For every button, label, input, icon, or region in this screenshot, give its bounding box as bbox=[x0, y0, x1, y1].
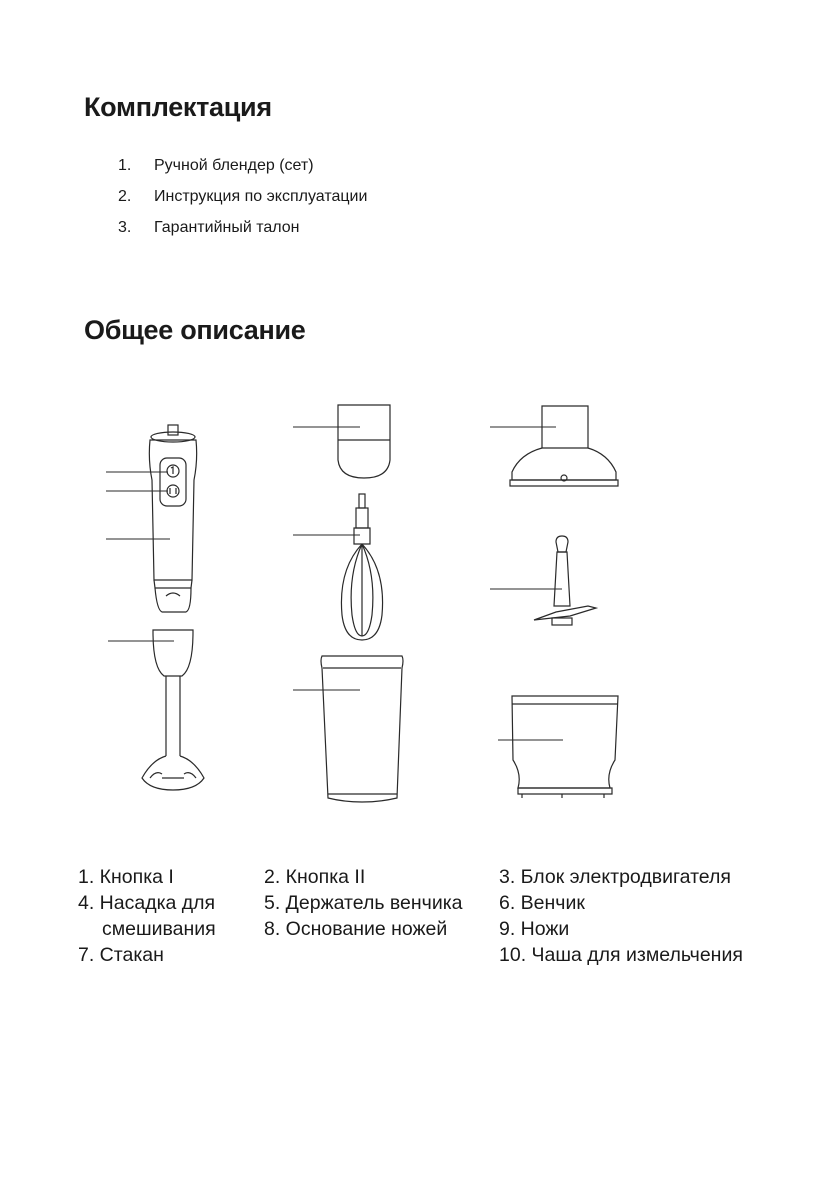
list-item-number: 3. bbox=[118, 219, 132, 236]
legend-item-6: 6. Венчик bbox=[499, 892, 585, 914]
whisk-holder-drawing bbox=[338, 405, 390, 478]
legend-item-8: 8. Основание ножей bbox=[264, 918, 448, 940]
legend-item-9: 9. Ножи bbox=[499, 918, 570, 940]
legend-item-10: 10. Чаша для измельчения bbox=[499, 944, 743, 966]
list-item-text: Гарантийный талон bbox=[154, 219, 300, 236]
legend-item-1: 1. Кнопка I bbox=[78, 866, 174, 888]
chopper-bowl-drawing bbox=[512, 696, 618, 798]
blade-drawing bbox=[534, 536, 596, 625]
legend-item-2: 2. Кнопка II bbox=[264, 866, 366, 888]
blending-attachment-drawing bbox=[142, 630, 204, 790]
legend-item-5: 5. Держатель венчика bbox=[264, 892, 463, 914]
section-title-contents: Комплектация bbox=[84, 92, 272, 122]
list-item-number: 2. bbox=[118, 188, 132, 205]
list-item-number: 1. bbox=[118, 157, 132, 174]
leader-lines bbox=[106, 427, 563, 740]
legend-item-4: 4. Насадка для bbox=[78, 892, 216, 914]
list-item-text: Инструкция по эксплуатации bbox=[154, 188, 368, 205]
parts-legend bbox=[78, 864, 798, 974]
legend-item-4-cont: смешивания bbox=[102, 918, 216, 940]
legend-item-7: 7. Стакан bbox=[78, 944, 164, 966]
section-title-description: Общее описание bbox=[84, 315, 306, 345]
beaker-drawing bbox=[321, 656, 403, 802]
chopper-lid-drawing bbox=[510, 406, 618, 486]
whisk-drawing bbox=[341, 494, 382, 640]
motor-unit-drawing bbox=[149, 425, 196, 612]
list-item-text: Ручной блендер (сет) bbox=[154, 157, 314, 174]
legend-item-3: 3. Блок электродвигателя bbox=[499, 866, 731, 888]
